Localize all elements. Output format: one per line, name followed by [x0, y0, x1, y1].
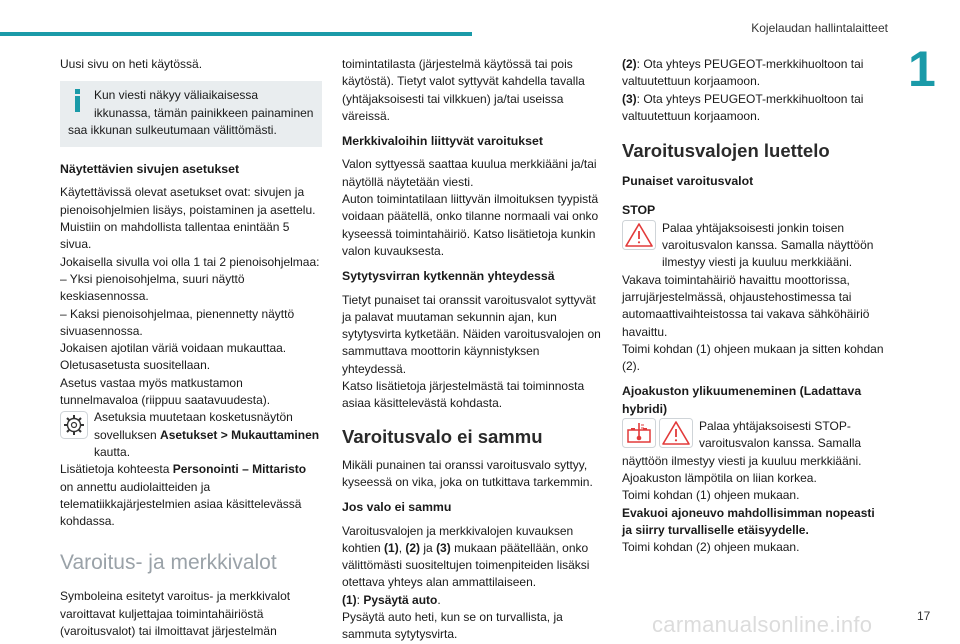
settings-line: Muistiin on mahdollista tallentaa enintään 5 sivua. [60, 220, 290, 252]
ignition-heading: Sytytysvirran kytkennän yhteydessä [342, 269, 555, 284]
watermark: carmanualsonline.info [652, 612, 873, 637]
step-1-end: . [437, 592, 441, 607]
settings-line: Asetus vastaa myös matkustamon tunnelmavaloa (riippuu saatavuudesta). [60, 375, 271, 408]
warning-triangle-icon [659, 418, 693, 448]
overheat-heading: Ajoakuston ylikuumeneminen (Ladattava hybridi) [622, 384, 862, 416]
warning-heading: Varoitus- ja merkkivalot [60, 551, 277, 575]
overheat-text-2: Ajoakuston lämpötila on liian korkea. [622, 470, 817, 485]
column-3 [622, 56, 884, 556]
info-text: Kun viesti näkyy väliaikaisessa ikkunassa, tämän painikkeen painaminen saa ikkunan sulkeutumaan välittömästi. [68, 88, 314, 137]
gear-text-a: Asetuksia muutetaan kosketusnäytön sovelluksen [94, 410, 293, 442]
lit-c1: , [398, 540, 406, 555]
settings-line: – Kaksi pienoisohjelmaa, pienennetty näyttö sivuasennossa. [60, 306, 295, 338]
settings-line: – Yksi pienoisohjelma, suuri näyttö keskiasennossa. [60, 271, 245, 304]
stays-text: Mikäli punainen tai oranssi varoitusvalo syttyy, kyseessä on vika, joka on tutkittava tarkemmin. [342, 457, 593, 489]
step-2 [622, 56, 884, 91]
step-1-text: Pysäytä auto heti, kun se on turvallista, ja sammuta sytytysvirta. [342, 610, 563, 642]
settings-line: Jokaisella sivulla voi olla 1 tai 2 pienoisohjelmaa: [60, 254, 320, 269]
lit-b2: (2) [405, 540, 421, 555]
lit-c2: ja [420, 540, 437, 555]
step-3-text: : Ota yhteys PEUGEOT-merkkihuoltoon tai valtuutettuun korjaamoon. [622, 91, 864, 123]
lit-b1: (1) [384, 540, 399, 555]
intro-text: Uusi sivu on heti käytössä. [60, 57, 203, 71]
overheat-text-4: Toimi kohdan (2) ohjeen mukaan. [622, 540, 800, 555]
settings-line: Käytettävissä olevat asetukset ovat: sivujen ja pienoisohjelmien lisäys, poistaminen ja asettelu. [60, 185, 316, 217]
list-heading: Varoitusvalojen luettelo [622, 140, 830, 162]
stop-label: STOP [622, 203, 656, 218]
lit-text [342, 523, 604, 592]
ignition-text: Tietyt punaiset tai oranssit varoitusvalot syttyvät ja palavat muutaman sekunnin ajan, kun sytytysvirta kytketään. Näiden varoitusvalojen on sammuttava moottorin käynnistyksen yhteydessä. [342, 292, 601, 376]
overheat-block [622, 418, 884, 470]
running-header: Kojelaudan hallintalaitteet [751, 21, 888, 35]
page-number: 17 [917, 609, 931, 623]
overheat-text: Palaa yhtäjaksoisesti STOP-varoitusvalon kanssa. Samalla näyttöön ilmestyy viesti ja kuuluu merkkiääni. [622, 419, 862, 468]
settings-line: Oletusasetusta suositellaan. [60, 358, 211, 373]
gear-text-b: Asetukset > Mukauttaminen [160, 427, 320, 442]
more-info [60, 461, 322, 530]
lit-a: Varoitusvalojen ja merkkivalojen kuvauksen kohtien [342, 523, 574, 555]
cont-text: toimintatilasta (järjestelmä käytössä tai pois käytöstä). Tietyt valot syttyvät kahdella tavalla (yhtäjaksoisesti tai vilkkuen) ja/tai useissa väreissä. [342, 57, 585, 123]
overheat-icons [622, 418, 693, 448]
info-box [60, 81, 322, 147]
stop-text-3: Toimi kohdan (1) ohjeen mukaan ja sitten kohdan (2). [622, 341, 884, 374]
step-1-label: (1) [342, 592, 357, 607]
linked-text: Valon syttyessä saattaa kuulua merkkiääni ja/tai näytöllä näytetään viesti. [342, 157, 597, 189]
header-accent-bar [0, 32, 472, 36]
step-2-text: : Ota yhteys PEUGEOT-merkkihuoltoon tai valtuutettuun korjaamoon. [622, 57, 864, 89]
battery-thermometer-icon [622, 418, 656, 448]
more-text-c: on annettu audiolaitteiden ja telematiikkajärjestelmien asiaa käsittelevässä kohdassa. [60, 479, 302, 529]
overheat-bold: Evakuoi ajoneuvo mahdollisimman nopeasti ja siirry turvalliselle etäisyydelle. [622, 505, 875, 537]
stop-text-2: Vakava toimintahäiriö havaittu moottorissa, jarrujärjestelmässä, ohjaustehostimessa tai automaattivaihteistossa tai vakava sähköhäiriö havaittu. [622, 272, 870, 339]
step-2-label: (2) [622, 57, 637, 71]
step-1-sep: : [356, 592, 364, 607]
settings-heading: Näytettävien sivujen asetukset [60, 162, 240, 177]
linked-text-2: Auton toimintatilaan liittyvän ilmoituksen tyypistä voidaan päätellä, onko tilanne normaali vai onko kyseessä toimintahäiriö. Katso lisätietoja kunkin valon kuvauksesta. [342, 192, 599, 258]
gear-icon [60, 411, 88, 444]
ignition-text-2: Katso lisätietoja järjestelmästä tai toiminnosta asiaa käsittelevästä kohdasta. [342, 379, 585, 411]
settings-list [60, 184, 322, 409]
linked-heading: Merkkivaloihin liittyvät varoitukset [342, 134, 543, 149]
stays-heading: Varoitusvalo ei sammu [342, 425, 543, 447]
chapter-number: 1 [908, 41, 936, 97]
lit-heading: Jos valo ei sammu [342, 500, 452, 515]
column-2 [342, 56, 604, 644]
step-1-bold: Pysäytä auto [363, 592, 438, 607]
column-1 [60, 56, 322, 640]
lit-c3: mukaan päätellään, onko välittömästi suositeltujen toimenpiteiden lisäksi otettava yhteys alan ammattilaiseen. [342, 540, 590, 590]
overheat-text-3: Toimi kohdan (1) ohjeen mukaan. [622, 488, 800, 503]
more-text-a: Lisätietoja kohteesta [60, 462, 173, 477]
lit-b3: (3) [436, 540, 451, 555]
info-icon [68, 87, 88, 118]
step-3 [622, 91, 884, 126]
more-text-b: Personointi – Mittaristo [172, 462, 307, 477]
warning-triangle-icon [622, 220, 656, 255]
red-heading: Punaiset varoitusvalot [622, 174, 754, 189]
stop-block [622, 220, 884, 272]
warning-text: Symboleina esitetyt varoitus- ja merkkivalot varoittavat kuljettajaa toimintahäiriöstä (varoitusvalot) tai ilmoittavat järjestelmän [60, 589, 291, 639]
gear-note [60, 409, 322, 461]
stop-text: Palaa yhtäjaksoisesti jonkin toisen varoitusvalon kanssa. Samalla näyttöön ilmestyy viesti ja kuuluu merkkiääni. [662, 220, 874, 270]
gear-text-c: kautta. [94, 444, 131, 459]
settings-line: Jokaisen ajotilan väriä voidaan mukauttaa. [60, 341, 287, 356]
step-3-label: (3) [622, 91, 637, 106]
step-1 [342, 592, 604, 609]
